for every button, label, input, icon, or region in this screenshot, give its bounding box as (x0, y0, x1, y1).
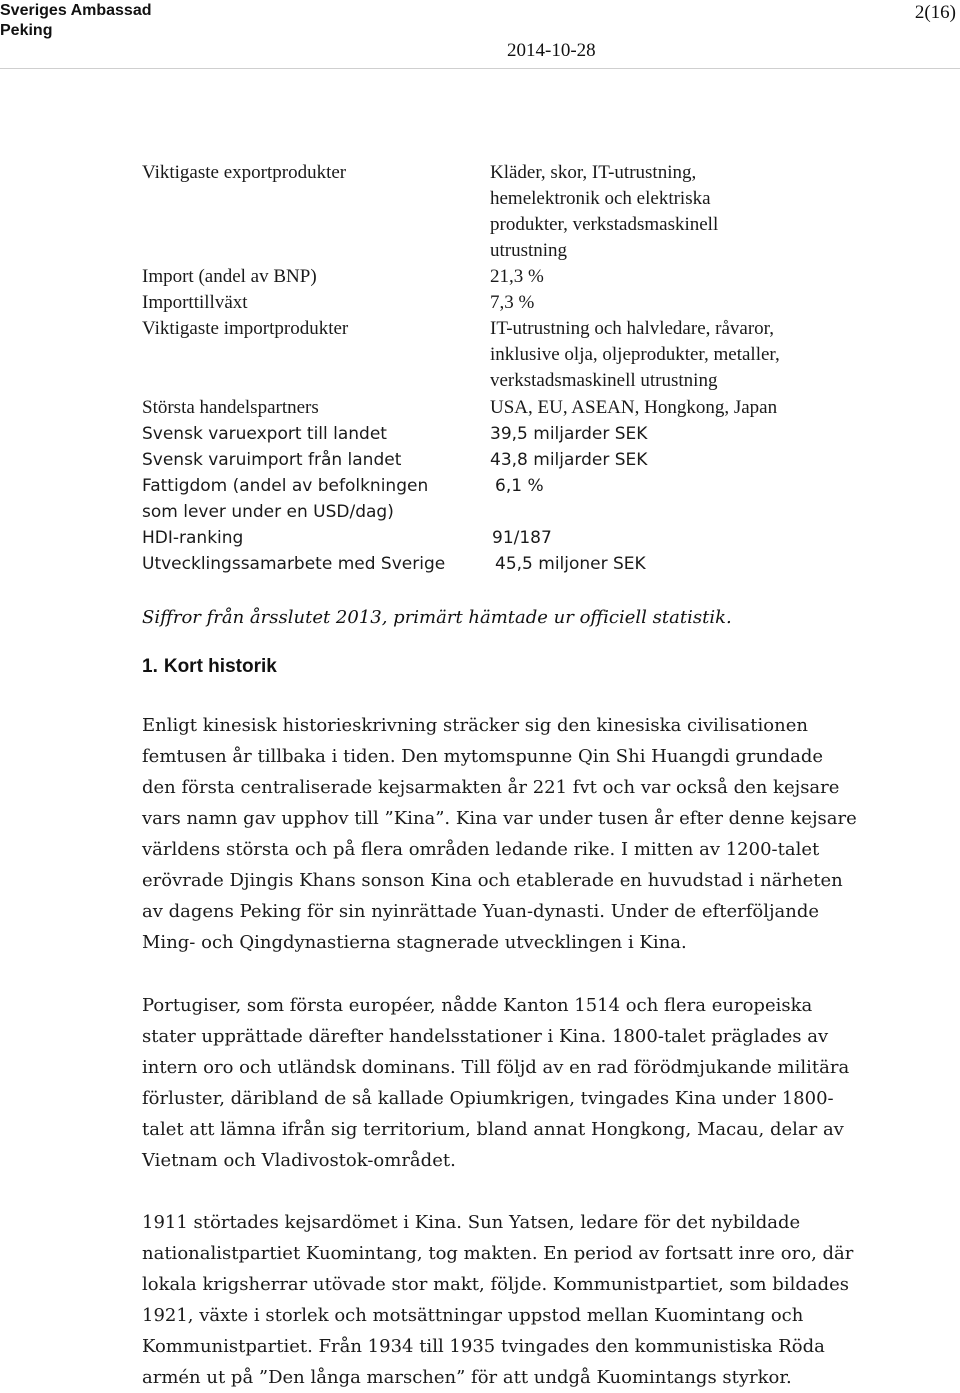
fact-label-import-share: Import (andel av BNP) (142, 266, 317, 287)
fact-label-swedish-import: Svensk varuimport från landet (142, 450, 402, 470)
fact-value-swedish-export: 39,5 miljarder SEK (490, 424, 648, 444)
paragraph-line: Portugiser, som första européer, nådde Kanton 1514 och flera europeiska (142, 995, 813, 1016)
paragraph-line: Vietnam och Vladivostok-området. (142, 1150, 456, 1171)
paragraph (142, 710, 857, 958)
fact-value-development-cooperation: 45,5 miljoner SEK (495, 554, 646, 574)
paragraph-line: världens största och på flera områden ledande rike. I mitten av 1200-talet (142, 839, 820, 860)
paragraph (142, 990, 850, 1176)
paragraph-line: lokala krigsherrar utövade stor makt, följde. Kommunistpartiet, som bildades (142, 1274, 850, 1295)
fact-value-poverty: 6,1 % (495, 476, 544, 496)
fact-label-import-products: Viktigaste importprodukter (142, 318, 349, 339)
fact-value-hdi: 91/187 (492, 528, 552, 548)
section-heading (142, 656, 277, 678)
paragraph-line: Kommunistpartiet. Från 1934 till 1935 tvingades den kommunistiska Röda (142, 1336, 825, 1357)
header-city: Peking (0, 22, 53, 39)
paragraph-line: erövrade Djingis Khans sonson Kina och etablerade en huvudstad i närheten (142, 870, 843, 891)
paragraph-line: Ming- och Qingdynastierna stagnerade utvecklingen i Kina. (142, 932, 687, 953)
paragraph-line: stater upprättade därefter handelsstationer i Kina. 1800-talet präglades av (142, 1026, 829, 1047)
paragraph-line: 1911 störtades kejsardömet i Kina. Sun Yatsen, ledare för det nybildade (142, 1212, 801, 1233)
source-note: Siffror från årsslutet 2013, primärt hämtade ur officiell statistik. (142, 607, 732, 628)
section-number: 1. (142, 656, 158, 677)
fact-label-poverty (142, 473, 428, 525)
header-date: 2014-10-28 (507, 40, 596, 61)
fact-label-export-products: Viktigaste exportprodukter (142, 162, 347, 183)
header-org: Sveriges Ambassad (0, 2, 152, 19)
fact-value-line: produkter, verkstadsmaskinell (490, 214, 719, 235)
fact-label-trade-partners: Största handelspartners (142, 397, 319, 418)
fact-value-import-share: 21,3 % (490, 266, 544, 287)
fact-value-swedish-import: 43,8 miljarder SEK (490, 450, 648, 470)
paragraph (142, 1207, 854, 1393)
fact-label-line: som lever under en USD/dag) (142, 502, 394, 522)
fact-label-import-growth: Importtillväxt (142, 292, 248, 313)
fact-value-import-products (490, 316, 780, 394)
header-divider (0, 68, 960, 69)
fact-label-development-cooperation: Utvecklingssamarbete med Sverige (142, 554, 446, 574)
paragraph-line: intern oro och utländsk dominans. Till följd av en rad förödmjukande militära (142, 1057, 850, 1078)
paragraph-line: Enligt kinesisk historieskrivning sträcker sig den kinesiska civilisationen (142, 715, 808, 736)
section-title: Kort historik (163, 656, 277, 677)
paragraph-line: vars namn gav upphov till ”Kina”. Kina var under tusen år efter denne kejsare (142, 808, 857, 829)
header-page-number: 2(16) (914, 2, 956, 23)
fact-value-line: hemelektronik och elektriska (490, 188, 711, 209)
fact-value-line: utrustning (490, 240, 568, 261)
fact-value-line: IT-utrustning och halvledare, råvaror, (490, 318, 774, 339)
fact-value-line: inklusive olja, oljeprodukter, metaller, (490, 344, 780, 365)
paragraph-line: armén ut på ”Den långa marschen” för att undgå Kuomintangs styrkor. (142, 1367, 792, 1388)
paragraph-line: 1921, växte i storlek och motsättningar uppstod mellan Kuomintang och (142, 1305, 804, 1326)
fact-label-line: Fattigdom (andel av befolkningen (142, 476, 429, 496)
paragraph-line: talet att lämna ifrån sig territorium, bland annat Hongkong, Macau, delar av (142, 1119, 844, 1140)
fact-value-export-products (490, 160, 718, 264)
paragraph-line: nationalistpartiet Kuomintang, tog makten. En period av fortsatt inre oro, där (142, 1243, 854, 1264)
fact-label-hdi: HDI-ranking (142, 528, 244, 548)
fact-value-trade-partners: USA, EU, ASEAN, Hongkong, Japan (490, 397, 778, 418)
paragraph-line: femtusen år tillbaka i tiden. Den mytomspunne Qin Shi Huangdi grundade (142, 746, 824, 767)
fact-value-import-growth: 7,3 % (490, 292, 535, 313)
fact-label-swedish-export: Svensk varuexport till landet (142, 424, 387, 444)
paragraph-line: av dagens Peking för sin nyinrättade Yuan-dynasti. Under de efterföljande (142, 901, 820, 922)
fact-value-line: Kläder, skor, IT-utrustning, (490, 162, 697, 183)
paragraph-line: förluster, däribland de så kallade Opiumkrigen, tvingades Kina under 1800- (142, 1088, 834, 1109)
fact-value-line: verkstadsmaskinell utrustning (490, 370, 718, 391)
paragraph-line: den första centraliserade kejsarmakten år 221 fvt och var också den kejsare (142, 777, 840, 798)
